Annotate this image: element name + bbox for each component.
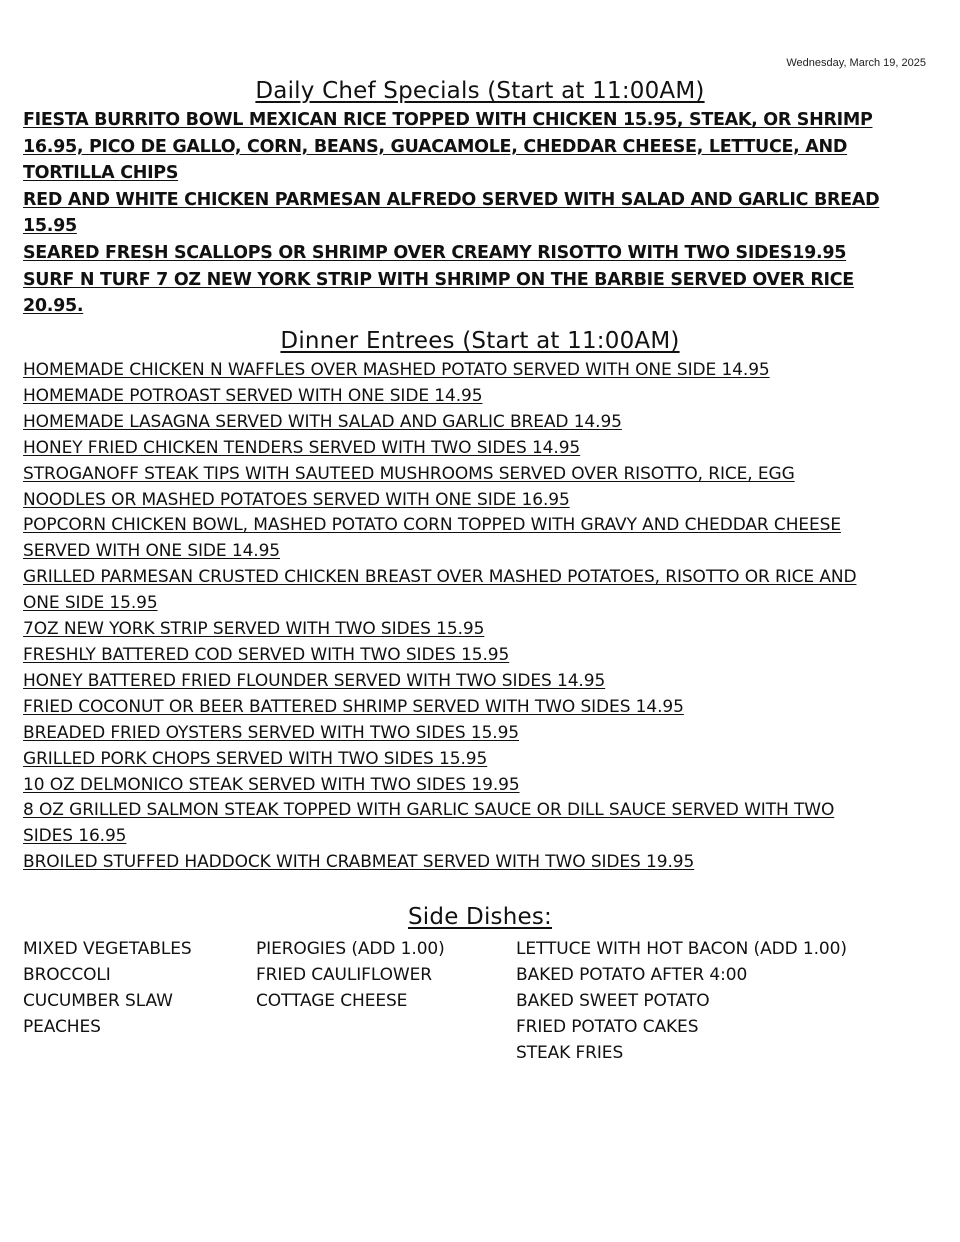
specials-item: SURF N TURF 7 OZ NEW YORK STRIP WITH SHRIMP ON THE BARBIE SERVED OVER RICE 20.95. [23,269,854,317]
daily-specials-section [0,78,960,320]
entree-item: 8 OZ GRILLED SALMON STEAK TOPPED WITH GARLIC SAUCE OR DILL SAUCE SERVED WITH TWO SIDES 16.95 [23,800,835,847]
specials-item: SEARED FRESH SCALLOPS OR SHRIMP OVER CREAMY RISOTTO WITH TWO SIDES19.95 [23,242,847,263]
side-item: BROCCOLI [23,965,111,985]
side-item: PIEROGIES (ADD 1.00) [256,939,445,959]
entree-item: STROGANOFF STEAK TIPS WITH SAUTEED MUSHROOMS SERVED OVER RISOTTO, RICE, EGG NOODLES OR MASHED POTATOES SERVED WITH ONE SIDE 16.95 [23,463,795,510]
dinner-entrees-section [0,328,960,876]
entree-item: 10 OZ DELMONICO STEAK SERVED WITH TWO SIDES 19.95 [23,774,520,795]
side-item: COTTAGE CHEESE [256,991,408,1011]
specials-item: FIESTA BURRITO BOWL MEXICAN RICE TOPPED WITH CHICKEN 15.95, STEAK, OR SHRIMP 16.95, PICO DE GALLO, CORN, BEANS, GUACAMOLE, CHEDDAR CHEESE, LETTUCE, AND TORTILLA CHIPS [23,110,873,184]
entree-item: GRILLED PARMESAN CRUSTED CHICKEN BREAST OVER MASHED POTATOES, RISOTTO OR RICE AND ONE SIDE 15.95 [23,567,857,614]
entree-item: HOMEMADE CHICKEN N WAFFLES OVER MASHED POTATO SERVED WITH ONE SIDE 14.95 [23,360,770,380]
side-item: LETTUCE WITH HOT BACON (ADD 1.00) [516,939,847,959]
side-item: MIXED VEGETABLES [23,939,192,959]
sides-column-2 [256,936,445,1014]
side-item: STEAK FRIES [516,1043,624,1063]
entree-item: POPCORN CHICKEN BOWL, MASHED POTATO CORN TOPPED WITH GRAVY AND CHEDDAR CHEESE SERVED WITH ONE SIDE 14.95 [23,515,841,562]
sides-column-1 [23,936,192,1040]
sides-heading: Side Dishes: [408,904,552,930]
menu-date: Wednesday, March 19, 2025 [786,57,926,69]
specials-heading: Daily Chef Specials (Start at 11:00AM) [255,78,705,104]
side-item: BAKED SWEET POTATO [516,991,710,1011]
entree-item: HONEY BATTERED FRIED FLOUNDER SERVED WITH TWO SIDES 14.95 [23,670,606,691]
entree-item: HOMEMADE LASAGNA SERVED WITH SALAD AND GARLIC BREAD 14.95 [23,411,622,432]
entree-item: BROILED STUFFED HADDOCK WITH CRABMEAT SERVED WITH TWO SIDES 19.95 [23,852,695,873]
entree-item: FRESHLY BATTERED COD SERVED WITH TWO SIDES 15.95 [23,644,510,665]
entrees-list [0,358,960,876]
entree-item: HOMEMADE POTROAST SERVED WITH ONE SIDE 14.95 [23,385,483,406]
side-item: FRIED CAULIFLOWER [256,965,432,985]
side-item: CUCUMBER SLAW [23,991,173,1011]
side-item: FRIED POTATO CAKES [516,1017,699,1037]
sides-grid [0,936,960,1076]
side-item: PEACHES [23,1017,101,1037]
side-dishes-section [0,904,960,1076]
specials-list [0,107,960,320]
entree-item: BREADED FRIED OYSTERS SERVED WITH TWO SIDES 15.95 [23,722,520,743]
specials-item: RED AND WHITE CHICKEN PARMESAN ALFREDO SERVED WITH SALAD AND GARLIC BREAD 15.95 [23,189,880,237]
entree-item: 7OZ NEW YORK STRIP SERVED WITH TWO SIDES 15.95 [23,619,485,640]
entrees-heading: Dinner Entrees (Start at 11:00AM) [280,328,680,354]
entree-item: GRILLED PORK CHOPS SERVED WITH TWO SIDES 15.95 [23,748,488,769]
entree-item: HONEY FRIED CHICKEN TENDERS SERVED WITH TWO SIDES 14.95 [23,437,581,458]
side-item: BAKED POTATO AFTER 4:00 [516,965,748,985]
entree-item: FRIED COCONUT OR BEER BATTERED SHRIMP SERVED WITH TWO SIDES 14.95 [23,696,684,717]
sides-column-3 [516,936,847,1066]
